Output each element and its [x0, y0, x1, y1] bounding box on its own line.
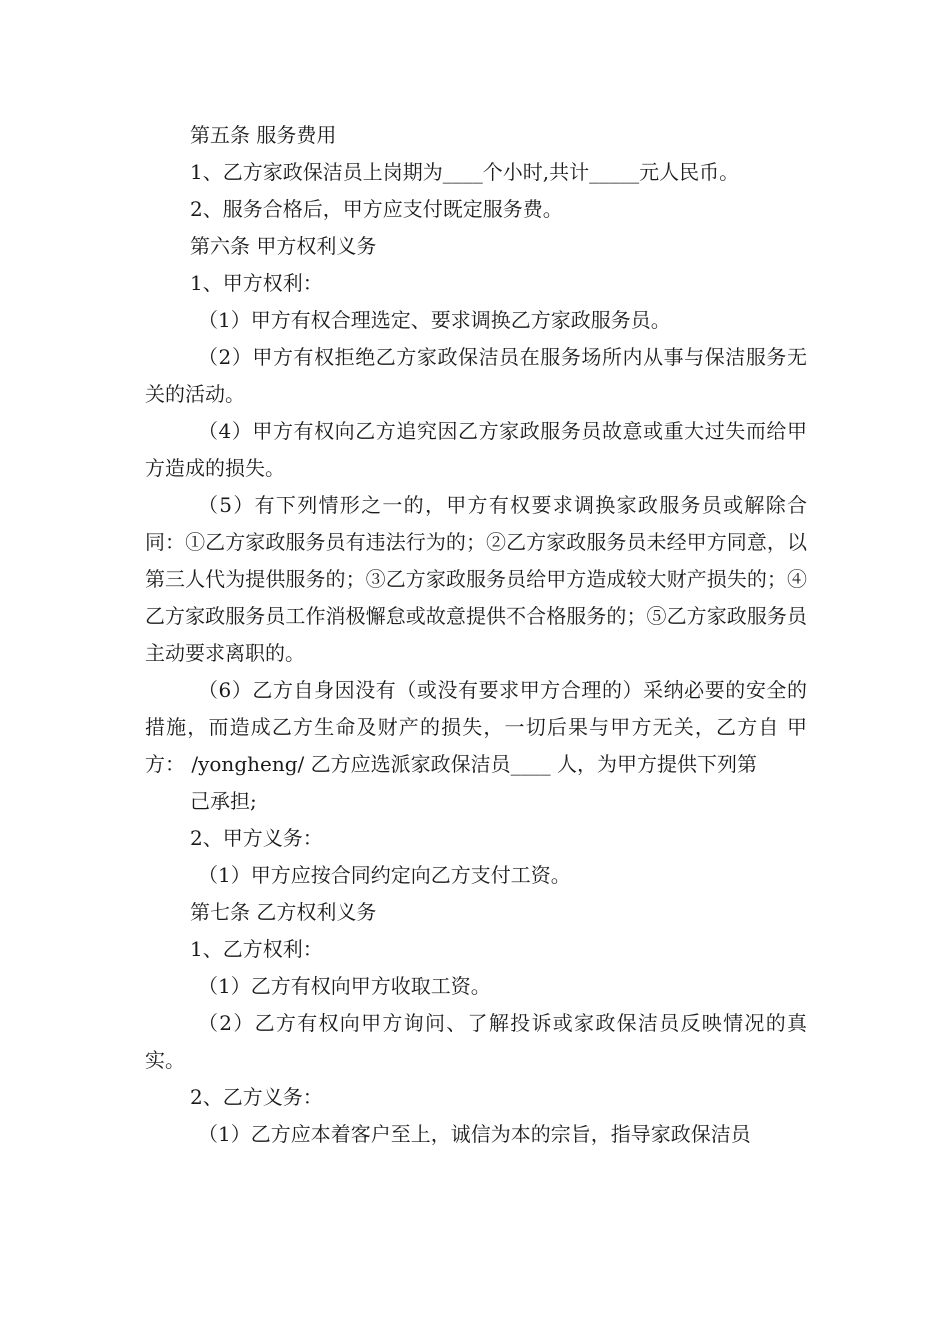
document-body: [145, 117, 807, 1153]
paragraph: 1、甲方权利：: [190, 271, 323, 295]
section-heading: 第七条 乙方权利义务: [190, 900, 377, 924]
paragraph: （5）有下列情形之一的，甲方有权要求调换家政服务员或解除合同：①乙方家政服务员有违法行为的；②乙方家政服务员未经甲方同意，以第三人代为提供服务的；③乙方家政服务员给甲方造成较大财产损失的；④乙方家政服务员工作消极懈怠或故意提供不合格服务的；⑤乙方家政服务员主动要求离职的。: [145, 493, 807, 665]
paragraph: 2、乙方义务：: [190, 1085, 323, 1109]
paragraph: （1）乙方应本着客户至上，诚信为本的宗旨，指导家政保洁员: [198, 1122, 751, 1146]
paragraph: （6）乙方自身因没有（或没有要求甲方合理的）采纳必要的安全的措施，而造成乙方生命及财产的损失，一切后果与甲方无关，乙方自 甲方： /yongheng/ 乙方应选派家政保洁员____ 人，为甲方提供下列第: [145, 678, 807, 776]
paragraph: （2）乙方有权向甲方询问、了解投诉或家政保洁员反映情况的真实。: [145, 1011, 807, 1072]
paragraph: 己承担;: [190, 789, 257, 813]
section-heading: 第六条 甲方权利义务: [190, 234, 377, 258]
paragraph: （4）甲方有权向乙方追究因乙方家政服务员故意或重大过失而给甲方造成的损失。: [145, 419, 807, 480]
paragraph: （1）甲方应按合同约定向乙方支付工资。: [198, 863, 571, 887]
paragraph: （1）乙方有权向甲方收取工资。: [198, 974, 491, 998]
paragraph: 1、乙方家政保洁员上岗期为____个小时,共计_____元人民币。: [190, 160, 740, 184]
paragraph: 1、乙方权利：: [190, 937, 323, 961]
paragraph: （2）甲方有权拒绝乙方家政保洁员在服务场所内从事与保洁服务无关的活动。: [145, 345, 807, 406]
paragraph: 2、服务合格后，甲方应支付既定服务费。: [190, 197, 563, 221]
paragraph: （1）甲方有权合理选定、要求调换乙方家政服务员。: [198, 308, 671, 332]
section-heading: 第五条 服务费用: [190, 123, 337, 147]
paragraph: 2、甲方义务：: [190, 826, 323, 850]
